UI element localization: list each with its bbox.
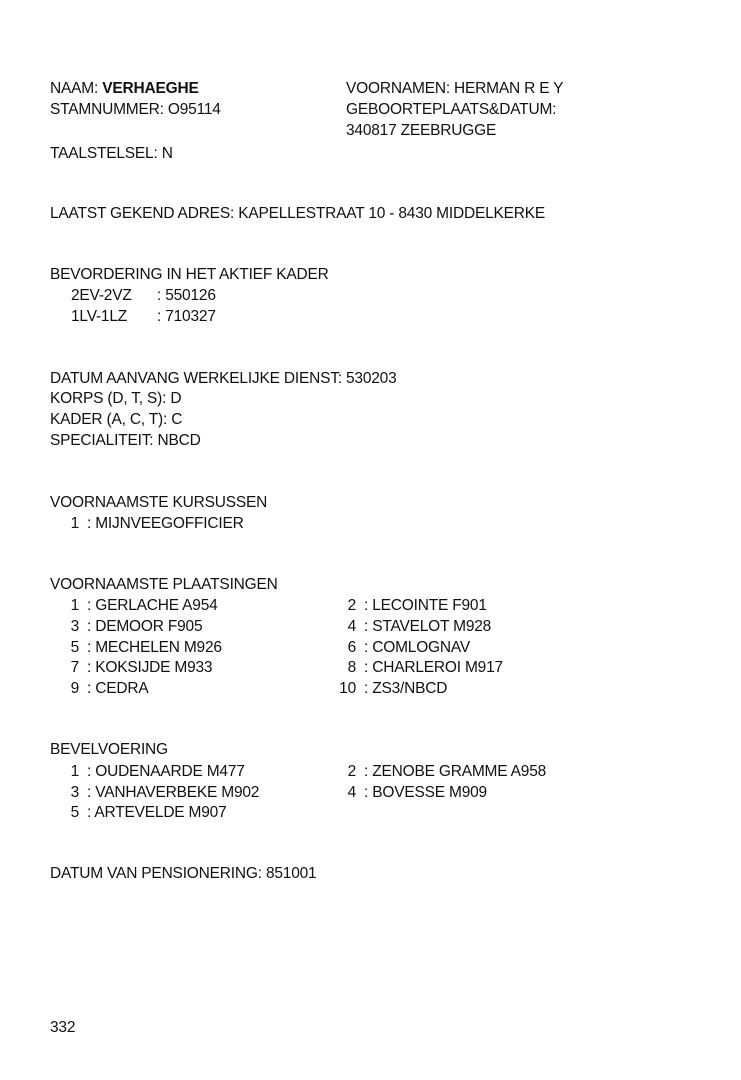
taalstelsel-label: TAALSTELSEL: (50, 145, 158, 162)
taalstelsel-value: N (161, 145, 173, 162)
naam-value: VERHAEGHE (102, 80, 199, 97)
dienst-korps: KORPS (D, T, S): D (50, 390, 182, 407)
plaatsing-num: 6 (347, 639, 356, 656)
voornamen-label: VOORNAMEN: (346, 80, 450, 97)
bevelvoering-num: 5 (70, 804, 79, 821)
geboorte-value: 340817 ZEEBRUGGE (346, 122, 497, 139)
stamnummer-line (50, 100, 221, 120)
dienst-aanvang: DATUM AANVANG WERKELIJKE DIENST: 530203 (50, 370, 397, 387)
plaatsing-num: 4 (347, 618, 356, 635)
bevelvoering-text: : VANHAVERBEKE M902 (87, 784, 260, 801)
plaatsing-item (332, 658, 503, 678)
bevelvoering-num: 3 (70, 784, 79, 801)
bevelvoering-item (57, 783, 259, 803)
plaatsing-num: 2 (347, 597, 356, 614)
plaatsing-text: : MECHELEN M926 (87, 639, 222, 656)
bevordering-title: BEVORDERING IN HET AKTIEF KADER (50, 266, 329, 283)
naam-line (50, 79, 199, 99)
plaatsing-item (57, 638, 222, 658)
plaatsing-text: : CEDRA (87, 680, 149, 697)
bevordering-rank-1: 2EV-2VZ (71, 287, 132, 304)
plaatsing-num: 9 (70, 680, 79, 697)
plaatsing-text: : KOKSIJDE M933 (87, 659, 213, 676)
adres-value: KAPELLESTRAAT 10 - 8430 MIDDELKERKE (238, 205, 546, 222)
bevelvoering-item (57, 762, 245, 782)
bevordering-date-2: : 710327 (157, 308, 216, 325)
plaatsing-text: : STAVELOT M928 (364, 618, 492, 635)
kursussen-title: VOORNAAMSTE KURSUSSEN (50, 494, 268, 511)
plaatsing-num: 3 (70, 618, 79, 635)
plaatsing-num: 8 (347, 659, 356, 676)
plaatsing-text: : GERLACHE A954 (87, 597, 218, 614)
voornamen-line (346, 79, 563, 99)
bevelvoering-num: 4 (347, 784, 356, 801)
plaatsing-item (57, 658, 212, 678)
stamnummer-label: STAMNUMMER: (50, 101, 164, 118)
bevelvoering-item (332, 762, 546, 782)
bevelvoering-text: : OUDENAARDE M477 (87, 763, 245, 780)
bevelvoering-text: : ARTEVELDE M907 (87, 804, 227, 821)
plaatsing-item (332, 679, 447, 699)
plaatsing-text: : CHARLEROI M917 (364, 659, 503, 676)
taalstelsel-line (50, 144, 173, 164)
plaatsing-text: : ZS3/NBCD (364, 680, 448, 697)
bevelvoering-text: : BOVESSE M909 (364, 784, 487, 801)
bevelvoering-item (57, 803, 227, 823)
bevelvoering-text: : ZENOBE GRAMME A958 (364, 763, 547, 780)
stamnummer-value: O95114 (167, 101, 221, 118)
kursus-num: 1 (70, 515, 79, 532)
bevordering-date-1: : 550126 (157, 287, 216, 304)
plaatsing-item (332, 596, 487, 616)
plaatsing-num: 7 (70, 659, 79, 676)
plaatsingen-title: VOORNAAMSTE PLAATSINGEN (50, 576, 278, 593)
dienst-kader: KADER (A, C, T): C (50, 411, 183, 428)
plaatsing-num: 5 (70, 639, 79, 656)
bevelvoering-item (332, 783, 487, 803)
kursus-item (57, 514, 244, 534)
bevelvoering-title: BEVELVOERING (50, 741, 168, 758)
plaatsing-item (332, 617, 491, 637)
pensionering-line: DATUM VAN PENSIONERING: 851001 (50, 865, 317, 882)
plaatsing-num: 1 (70, 597, 79, 614)
plaatsing-num: 10 (339, 680, 356, 697)
plaatsing-item (57, 617, 202, 637)
plaatsing-text: : COMLOGNAV (364, 639, 471, 656)
adres-label: LAATST GEKEND ADRES: (50, 205, 235, 222)
plaatsing-text: : LECOINTE F901 (364, 597, 487, 614)
voornamen-value: HERMAN R E Y (454, 80, 564, 97)
bevelvoering-num: 2 (347, 763, 356, 780)
plaatsing-item (57, 679, 148, 699)
bevelvoering-num: 1 (70, 763, 79, 780)
adres-line (50, 204, 545, 224)
naam-label: NAAM: (50, 80, 99, 97)
plaatsing-text: : DEMOOR F905 (87, 618, 203, 635)
page-number: 332 (50, 1019, 76, 1036)
geboorte-label: GEBOORTEPLAATS&DATUM: (346, 101, 557, 118)
dienst-specialiteit: SPECIALITEIT: NBCD (50, 432, 201, 449)
plaatsing-item (332, 638, 470, 658)
bevordering-rank-2: 1LV-1LZ (71, 308, 128, 325)
plaatsing-item (57, 596, 218, 616)
kursus-text: : MIJNVEEGOFFICIER (87, 515, 244, 532)
